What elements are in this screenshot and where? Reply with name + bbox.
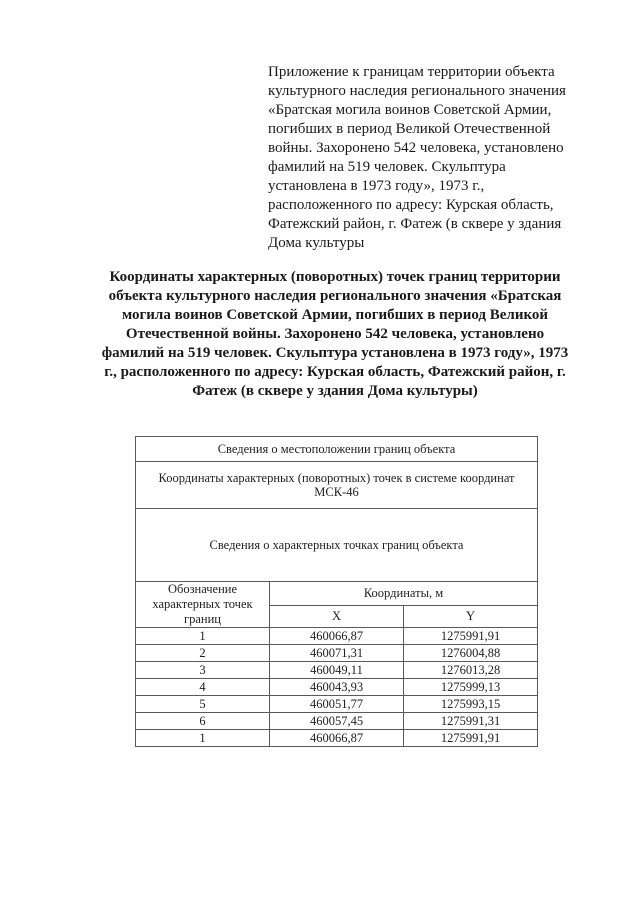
point-id-cell: 2	[136, 645, 270, 662]
location-header-cell: Сведения о местоположении границ объекта	[136, 437, 538, 462]
points-header-cell: Сведения о характерных точках границ объекта	[136, 509, 538, 582]
y-coordinate-cell: 1275999,13	[404, 679, 538, 696]
y-coordinate-cell: 1275993,15	[404, 696, 538, 713]
appendix-note: Приложение к границам территории объекта культурного наследия регионального значения «Братская могила воинов Советской Армии, погибших в период Великой Отечественной войны. Захоронено 542 человека, установлено фамилий на 519 человек. Скульптура установлена в 1973 году», 1973 г., расположенного по адресу: Курская область, Фатежский район, г. Фатеж (в сквере у здания Дома культуры	[268, 64, 566, 251]
table-row	[136, 679, 538, 696]
point-id-cell: 6	[136, 713, 270, 730]
coordinates-column-header: Координаты, м	[270, 582, 538, 606]
coordinates-table	[135, 436, 538, 747]
table-row	[136, 662, 538, 679]
table-header-row	[136, 462, 538, 509]
x-coordinate-cell: 460057,45	[270, 713, 404, 730]
x-coordinate-cell: 460043,93	[270, 679, 404, 696]
table-header-row	[136, 509, 538, 582]
point-id-cell: 1	[136, 628, 270, 645]
y-coordinate-cell: 1275991,91	[404, 628, 538, 645]
table-row	[136, 645, 538, 662]
y-coordinate-cell: 1275991,91	[404, 730, 538, 747]
document-heading: Координаты характерных (поворотных) точек границ территории объекта культурного наследия регионального значения «Братская могила воинов Советской Армии, погибших в период Великой Отечественной войны. Захоронено 542 человека, установлено фамилий на 519 человек. Скульптура установлена в 1973 году», 1973 г., расположенного по адресу: Курская область, Фатежский район, г. Фатеж (в сквере у здания Дома культуры)	[101, 269, 569, 399]
y-coordinate-cell: 1276013,28	[404, 662, 538, 679]
point-id-cell: 1	[136, 730, 270, 747]
table-row	[136, 696, 538, 713]
table-header-row	[136, 582, 538, 606]
y-coordinate-cell: 1276004,88	[404, 645, 538, 662]
point-id-cell: 5	[136, 696, 270, 713]
x-coordinate-cell: 460049,11	[270, 662, 404, 679]
coordinate-system-cell: Координаты характерных (поворотных) точек в системе координат МСК-46	[136, 462, 538, 509]
point-column-header: Обозначение характерных точек границ	[136, 582, 270, 628]
x-column-header: X	[270, 605, 404, 627]
point-id-cell: 4	[136, 679, 270, 696]
x-coordinate-cell: 460066,87	[270, 628, 404, 645]
y-coordinate-cell: 1275991,31	[404, 713, 538, 730]
table-row	[136, 713, 538, 730]
x-coordinate-cell: 460066,87	[270, 730, 404, 747]
table-row	[136, 628, 538, 645]
point-id-cell: 3	[136, 662, 270, 679]
table-row	[136, 730, 538, 747]
y-column-header: Y	[404, 605, 538, 627]
x-coordinate-cell: 460071,31	[270, 645, 404, 662]
x-coordinate-cell: 460051,77	[270, 696, 404, 713]
table-header-row	[136, 437, 538, 462]
